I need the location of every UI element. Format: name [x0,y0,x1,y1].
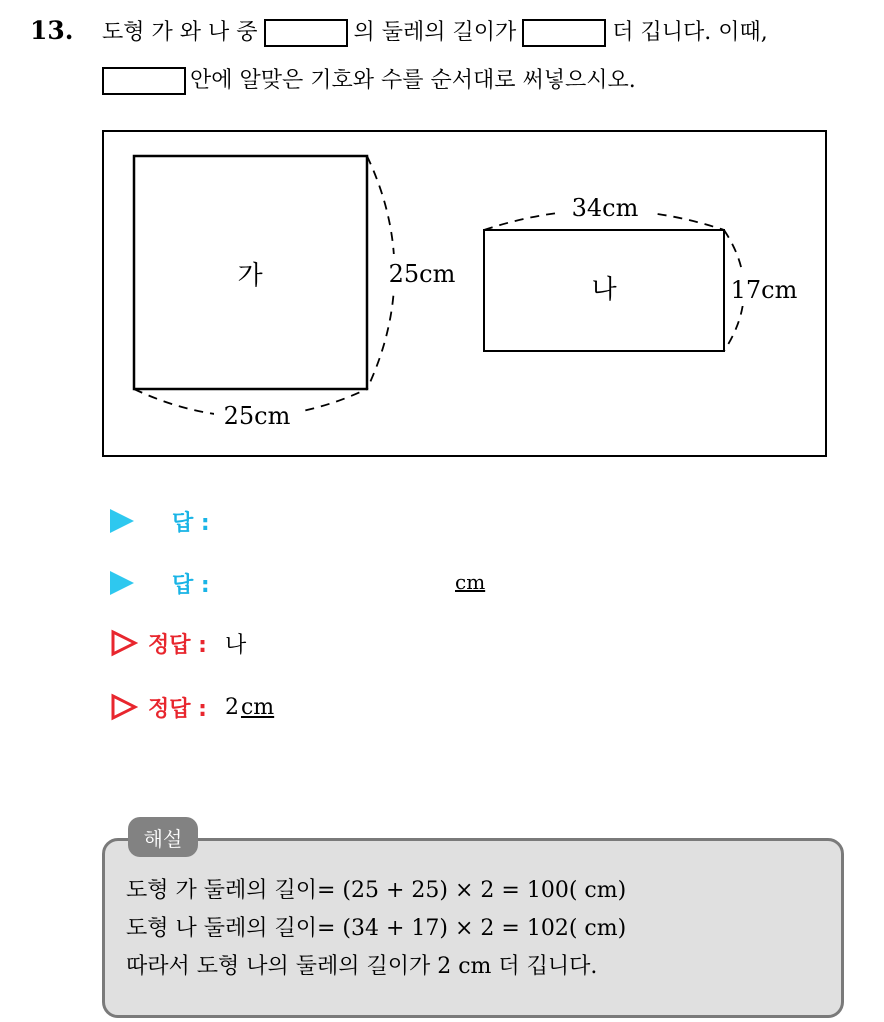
correct-label-2: 정답 : [148,696,207,722]
answer-label-1: 답 : [172,510,210,536]
solution-line-1: 도형 가 둘레의 길이= (25 + 25) × 2 = 100( cm) [126,878,627,903]
correct-answer-row-2 [110,692,274,722]
question-text-2: 안에 알맞은 기호와 수를 순서대로 써넣으시오. [190,68,636,93]
solution-line-3: 따라서 도형 나의 둘레의 길이가 2 cm 더 깁니다. [126,954,598,979]
shape-a-side-length: 25cm [388,260,456,288]
shape-b-top-length: 34cm [571,194,639,222]
shape-a-bottom-length: 25cm [223,402,291,430]
solution-line-2: 도형 나 둘레의 길이= (34 + 17) × 2 = 102( cm) [126,916,627,941]
answer-2-unit: cm [455,570,486,594]
shape-b-side-length: 17cm [730,276,798,304]
outline-triangle-icon [110,629,138,657]
correct-answer-1-value: 나 [224,632,247,658]
play-triangle-icon [110,571,134,595]
question-number: 13. [30,16,74,45]
figure-svg [104,132,829,459]
question-line-2 [102,66,636,96]
answer-row-2 [110,568,210,598]
answer-label-2: 답 : [172,572,210,598]
answer-blank-3 [102,67,186,95]
play-triangle-icon [110,509,134,533]
correct-answer-row-1 [110,628,246,658]
answer-blank-2 [522,19,606,47]
question-line-1 [102,18,768,48]
solution-tag: 해설 [128,817,198,857]
answer-row-1 [110,506,210,536]
correct-answer-2-unit: cm [240,694,275,720]
shape-a-label: 가 [237,261,263,291]
question-text-1b: 의 둘레의 길이가 [353,20,517,45]
answer-blank-1 [264,19,348,47]
correct-answer-2-value: 2 [224,694,239,720]
figure-box [102,130,827,457]
question-text-1c: 더 깁니다. 이때, [612,20,768,45]
shape-b-label: 나 [591,275,617,305]
outline-triangle-icon [110,693,138,721]
correct-label-1: 정답 : [148,632,207,658]
question-text-1a: 도형 가 와 나 중 [102,20,258,45]
